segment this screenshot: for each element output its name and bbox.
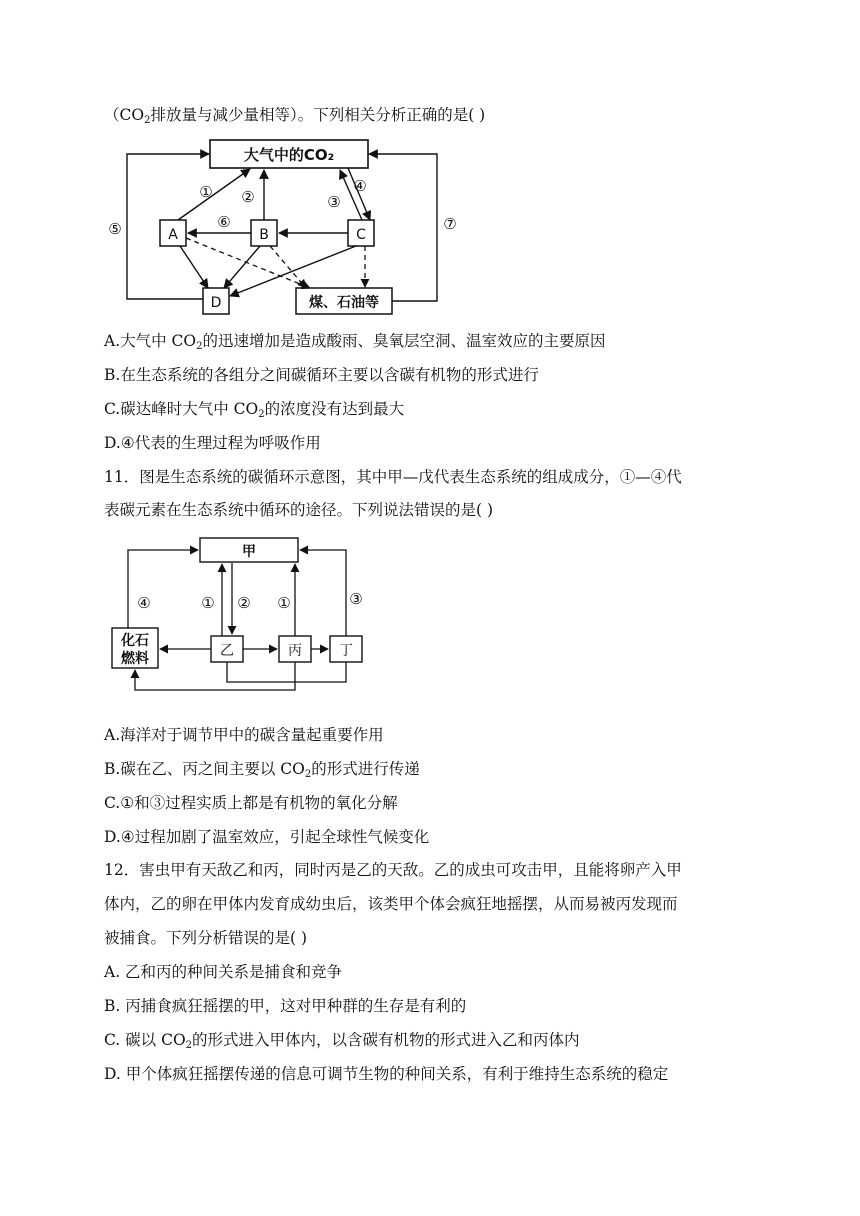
- q11-option-d: D.④过程加剧了温室效应，引起全球性气候变化: [104, 828, 430, 846]
- q11-marker-4: ④: [137, 594, 151, 612]
- marker-1: ①: [199, 183, 213, 201]
- marker-6: ⑥: [217, 213, 231, 231]
- q12-option-d: D. 甲个体疯狂摇摆传递的信息可调节生物的种间关系，有利于维持生态系统的稳定: [104, 1065, 669, 1083]
- fossil-fuel-label-l1: 化石: [121, 633, 149, 649]
- q12-stem-line1: 12．害虫甲有天敌乙和丙，同时丙是乙的天敌。乙的成虫可攻击甲，且能将卵产入甲: [104, 861, 682, 879]
- fossil-fuel-label-l2: 燃料: [121, 651, 149, 667]
- node-a-label: A: [168, 227, 178, 243]
- q11-option-a: A.海洋对于调节甲中的碳含量起重要作用: [104, 726, 384, 744]
- q11-marker-1a: ①: [201, 594, 215, 612]
- bing-label: 丙: [288, 643, 302, 659]
- q12-option-b: B. 丙捕食疯狂摇摆的甲，这对甲种群的生存是有利的: [104, 997, 467, 1015]
- q12-option-a: A. 乙和丙的种间关系是捕食和竞争: [104, 963, 343, 981]
- q10-option-c: C.碳达峰时大气中 $CO_2$的浓度没有达到最大: [104, 400, 405, 420]
- node-b-label: B: [259, 227, 269, 243]
- fossil-fuel-label: 煤、石油等: [309, 295, 379, 311]
- node-d-label: D: [210, 295, 222, 311]
- marker-7: ⑦: [443, 215, 457, 233]
- q12-stem-line2: 体内，乙的卵在甲体内发育成幼虫后，该类甲个体会疯狂地摇摆，从而易被丙发现而: [104, 895, 678, 913]
- q10-option-b: B.在生态系统的各组分之间碳循环主要以含碳有机物的形式进行: [104, 366, 539, 384]
- marker-4: ④: [353, 177, 367, 195]
- marker-5: ⑤: [108, 220, 122, 238]
- jia-label: 甲: [242, 544, 256, 560]
- q10-option-a: A.大气中 $CO_2$的迅速增加是造成酸雨、臭氧层空洞、温室效应的主要原因: [104, 332, 606, 352]
- q11-option-b: B.碳在乙、丙之间主要以 $CO_2$的形式进行传递: [104, 760, 420, 780]
- q11-option-c: C.①和③过程实质上都是有机物的氧化分解: [104, 794, 398, 812]
- marker-2: ②: [241, 188, 255, 206]
- q12-option-c: C. 碳以 $CO_2$的形式进入甲体内，以含碳有机物的形式进入乙和丙体内: [104, 1031, 580, 1051]
- q11-carbon-cycle-diagram: [104, 530, 374, 696]
- q11-marker-3: ③: [349, 590, 363, 608]
- q11-marker-1b: ①: [277, 594, 291, 612]
- ding-label: 丁: [339, 643, 353, 659]
- marker-3: ③: [327, 193, 341, 211]
- q11-stem-line2: 表碳元素在生态系统中循环的途径。下列说法错误的是( ): [104, 501, 494, 519]
- q11-stem-line1: 11．图是生态系统的碳循环示意图，其中甲—戊代表生态系统的组成成分，①—④代: [104, 468, 682, 486]
- q10-option-d: D.④代表的生理过程为呼吸作用: [104, 434, 321, 452]
- node-c-label: C: [356, 227, 366, 243]
- q10-carbon-cycle-diagram: [100, 134, 460, 324]
- q10-intro: （$CO_2$排放量与减少量相等）。下列相关分析正确的是( ): [104, 106, 486, 126]
- atmosphere-co2-label: 大气中的CO₂: [243, 146, 335, 164]
- yi-label: 乙: [220, 643, 234, 659]
- q12-stem-line3: 被捕食。下列分析错误的是( ): [104, 929, 308, 947]
- q11-marker-2: ②: [237, 594, 251, 612]
